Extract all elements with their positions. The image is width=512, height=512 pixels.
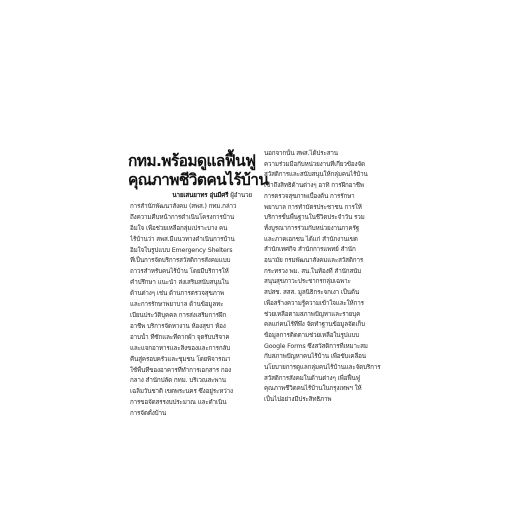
text-line: เข้าถึงสิทธิด้านต่างๆ อาทิ การฝึกอาชีพ (264, 182, 364, 190)
text-line: สำนักเทศกิจ สำนักการแพทย์ สำนัก (264, 246, 356, 254)
text-line: Google Forms ซึ่งสวัสดิการที่เหมาะสม (264, 342, 368, 350)
headline-line-2: คุณภาพชีวิตคนไร้บ้าน (128, 171, 269, 189)
text-line: เฉลิมวันชาติ เขตพระนคร ซึ่งอยู่ระหว่าง (130, 388, 233, 396)
newspaper-clipping (126, 128, 386, 418)
text-line: กระทรวง พม. สน.ในท้องที่ สำนักสนับ (264, 267, 362, 275)
text-line: คืนสู่ครอบครัวและชุมชน โดยพิจารณา (130, 355, 231, 363)
text-line: ไร้บ้านว่า สพส.มีแนวทางดำเนินการบ้าน (130, 235, 235, 243)
text-line: และแจกอาหารและสิ่งของและการกลับ (130, 344, 231, 352)
text-line: เพื่อสร้างความรู้ความเข้าใจและให้การ (264, 299, 364, 307)
text-line: อิ่มใจ เพื่อช่วยเหลือกลุ่มเปราะบาง คน (130, 224, 228, 232)
text-line: การขอจัดสรรงบประมาณ และดำเนิน (130, 399, 227, 407)
text-line: ถาวรสำหรับคนไร้บ้าน โดยมีบริการให้ (130, 268, 229, 276)
byline-name: นายเสนยาทร อุ่นมีศรี (172, 192, 229, 199)
right-column (264, 149, 386, 406)
headline-line-1: กทม.พร้อมดูแลฟื้นฟู (128, 152, 256, 170)
text-line: กับสภาพปัญหาคนไร้บ้าน เพื่อขับเคลื่อน (264, 353, 366, 361)
text-line: คุณภาพชีวิตคนไร้บ้านในกรุงเทพฯ ให้ (264, 385, 362, 393)
text-line: อาชีพ บริการจัดหางาน ห้องสุขา ห้อง (130, 322, 226, 330)
text-line: อาบน้ำ ที่ซักและที่ตากผ้า จุดรับบริจาค (130, 333, 230, 341)
text-line: ทั้งบูรณาการร่วมกับหน่วยงานภาครัฐ (264, 224, 360, 232)
headline (128, 152, 269, 190)
text-line: สปสช. สสส. มูลนิธิกระจกเงา เป็นต้น (264, 289, 359, 297)
byline (130, 191, 252, 202)
text-line: นอกจากนั้น สพส.ได้ประสาน (264, 150, 338, 157)
text-line: ด้านต่างๆ เช่น ด้านการตรวจสุขภาพ (130, 290, 225, 298)
text-line: การสำนักพัฒนาสังคม (สพส.) กทม.กล่าว (130, 202, 237, 210)
text-line: เป็นไปอย่างมีประสิทธิภาพ (264, 396, 332, 404)
text-line: ที่เป็นการจัดบริการสวัสดิการสังคมแบบ (130, 257, 231, 265)
text-line: ข้อมูลการติดตามช่วยเหลือในรูปแบบ (264, 331, 360, 339)
text-line: พยาบาล การทำบัตรประชาชน การให้ (264, 203, 362, 211)
text-line: สวัสดิการและสนับสนุนให้กลุ่มคนไร้บ้าน (264, 171, 368, 179)
text-line: ช่วยเหลือตามสภาพปัญหาและรายบุค (264, 310, 361, 318)
byline-title: ผู้อำนวย (230, 192, 252, 199)
text-line: บริการขั้นพื้นฐานในชีวิตประจำวัน รวม (264, 214, 365, 222)
text-line: นโยบายการดูแลกลุ่มคนไร้บ้านและจัดบริการ (264, 364, 381, 372)
text-line: คลแก่คนไร้ที่พึ่ง จัดทำฐานข้อมูลจัดเก็บ (264, 321, 365, 329)
text-line: สวัสดิการสังคมในด้านต่างๆ เพื่อฟื้นฟู (264, 374, 360, 382)
text-line: ความร่วมมือกับหน่วยงานที่เกี่ยวข้องจัด (264, 160, 365, 168)
text-line: คำปรึกษา แนะนำ ส่งเสริมสนับสนุนใน (130, 279, 229, 287)
text-line: การจัดตั้งบ้าน (130, 410, 167, 418)
text-line: อิ่มใจในรูปแบบ Emergency Shelters (130, 246, 233, 254)
text-line: เบียนประวัติบุคคล การส่งเสริมการฝึก (130, 311, 227, 319)
text-line: สนุนสุขภาวะประชากรกลุ่มเฉพาะ (264, 278, 351, 286)
left-column (130, 191, 252, 420)
text-line: และภาคเอกชน ได้แก่ สำนักงานเขต (264, 235, 358, 243)
text-line: กลาง สำนักปลัด กทม. บริเวณสะพาน (130, 377, 226, 385)
text-line: การตรวจสุขภาพเบื้องต้น การรักษา (264, 192, 355, 200)
text-line: และการรักษาพยาบาล ด้านข้อมูลทะ (130, 301, 224, 309)
text-line: อนามัย กรมพัฒนาสังคมและสวัสดิการ (264, 257, 364, 265)
text-line: ถึงความคืบหน้าการดำเนินโครงการบ้าน (130, 213, 235, 221)
text-line: ใช้พื้นที่ของอาคารที่ทำการเอกสาร กอง (130, 366, 232, 374)
